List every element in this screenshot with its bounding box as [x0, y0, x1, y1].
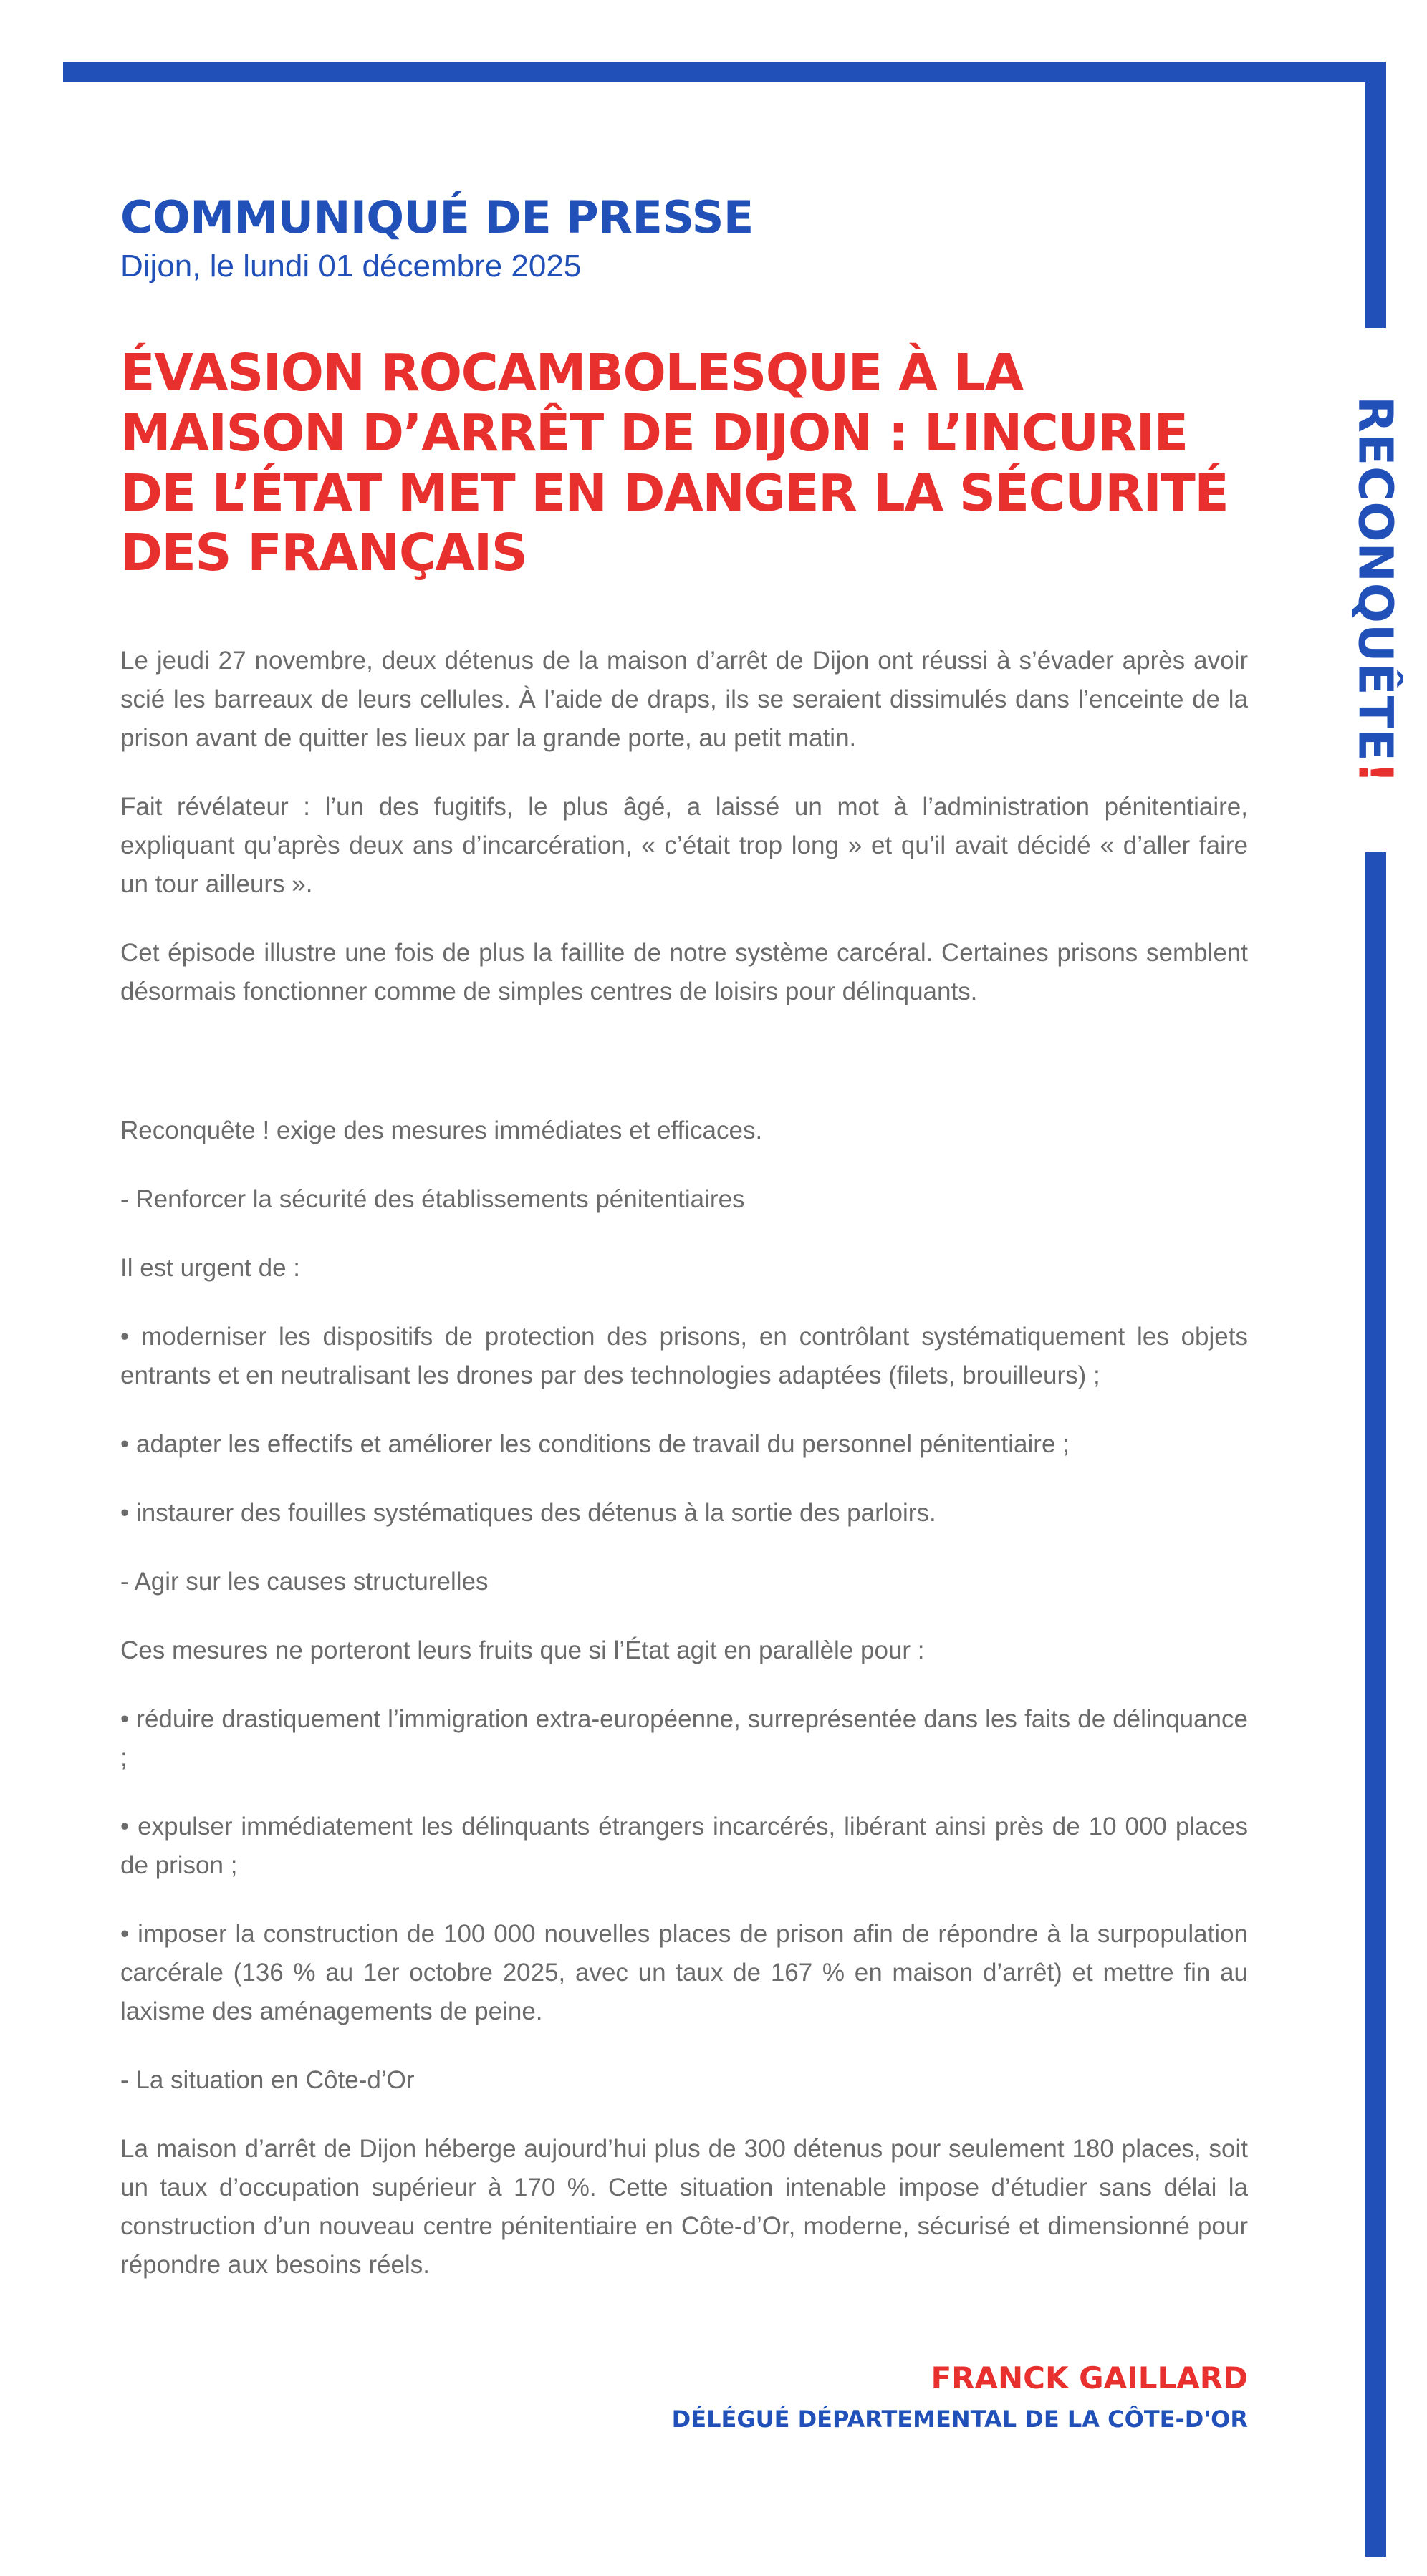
section-heading: - Agir sur les causes structurelles [120, 1568, 489, 1596]
bullet-item: • instaurer des fouilles systématiques des détenus à la sortie des parloirs. [120, 1499, 936, 1528]
frame-right-bar-lower [1365, 852, 1386, 2557]
paragraph: Ces mesures ne porteront leurs fruits que si l’État agit en parallèle pour : [120, 1636, 925, 1665]
bullet-item: • imposer la construction de 100 000 nouvelles places de prison afin de répondre à la surpopulation carcérale (136 % au 1er octobre 2025, avec un taux de 167 % en maison d’arrêt) et mettre fin au laxisme des aménagements de peine. [120, 1920, 1248, 2026]
frame-right-bar-upper [1365, 62, 1386, 328]
signatory-name: FRANCK GAILLARD [931, 2360, 1248, 2396]
brand-logo [1348, 396, 1403, 784]
dateline: Dijon, le lundi 01 décembre 2025 [120, 249, 582, 284]
paragraph: Le jeudi 27 novembre, deux détenus de la maison d’arrêt de Dijon ont réussi à s’évader après avoir scié les barreaux de leurs cellules. À l’aide de draps, ils se seraient dissimulés dans l’enceinte de la prison avant de quitter les lieux par la grande porte, au petit matin. [120, 647, 1248, 753]
document-type-heading: COMMUNIQUÉ DE PRESSE [120, 191, 754, 243]
press-release-content [120, 193, 1248, 2315]
body-text [120, 642, 1248, 2285]
bullet-item: • adapter les effectifs et améliorer les conditions de travail du personnel pénitentiaire ; [120, 1430, 1070, 1459]
paragraph: La maison d’arrêt de Dijon héberge aujourd’hui plus de 300 détenus pour seulement 180 places, soit un taux d’occupation supérieur à 170 %. Cette situation intenable impose d’étudier sans délai la construction d’un nouveau centre pénitentiaire en Côte-d’Or, moderne, sécurisé et dimensionné pour répondre aux besoins réels. [120, 2135, 1248, 2280]
headline: ÉVASION ROCAMBOLESQUE À LA MAISON D’ARRÊT DE DIJON : L’INCURIE DE L’ÉTAT MET EN DANGER LA SÉCURITÉ DES FRANÇAIS [120, 342, 1229, 583]
paragraph: Cet épisode illustre une fois de plus la faillite de notre système carcéral. Certaines prisons semblent désormais fonctionner comme de simples centres de loisirs pour délinquants. [120, 939, 1248, 1006]
frame-top-bar [63, 62, 1385, 82]
paragraph: Fait révélateur : l’un des fugitifs, le plus âgé, a laissé un mot à l’administration pénitentiaire, expliquant qu’après deux ans d’incarcération, « c’était trop long » et qu’il avait décidé « d’aller faire un tour ailleurs ». [120, 793, 1248, 899]
bullet-item: • moderniser les dispositifs de protection des prisons, en contrôlant systématiquement les objets entrants et en neutralisant les drones par des technologies adaptées (filets, brouilleurs) ; [120, 1323, 1248, 1390]
section-heading: - Renforcer la sécurité des établissements pénitentiaires [120, 1185, 745, 1214]
signature-block [672, 2360, 1248, 2433]
brand-name: RECONQUÊTE [1347, 396, 1403, 762]
brand-exclamation: ! [1347, 761, 1403, 784]
bullet-item: • réduire drastiquement l’immigration extra-européenne, surreprésentée dans les faits de délinquance ; [120, 1705, 1248, 1772]
paragraph: Il est urgent de : [120, 1254, 300, 1283]
section-heading: - La situation en Côte-d’Or [120, 2066, 415, 2095]
signatory-title: DÉLÉGUÉ DÉPARTEMENTAL DE LA CÔTE-D'OR [671, 2406, 1248, 2433]
bullet-item: • expulser immédiatement les délinquants étrangers incarcérés, libérant ainsi près de 10 000 places de prison ; [120, 1813, 1248, 1880]
paragraph: Reconquête ! exige des mesures immédiates et efficaces. [120, 1116, 763, 1145]
